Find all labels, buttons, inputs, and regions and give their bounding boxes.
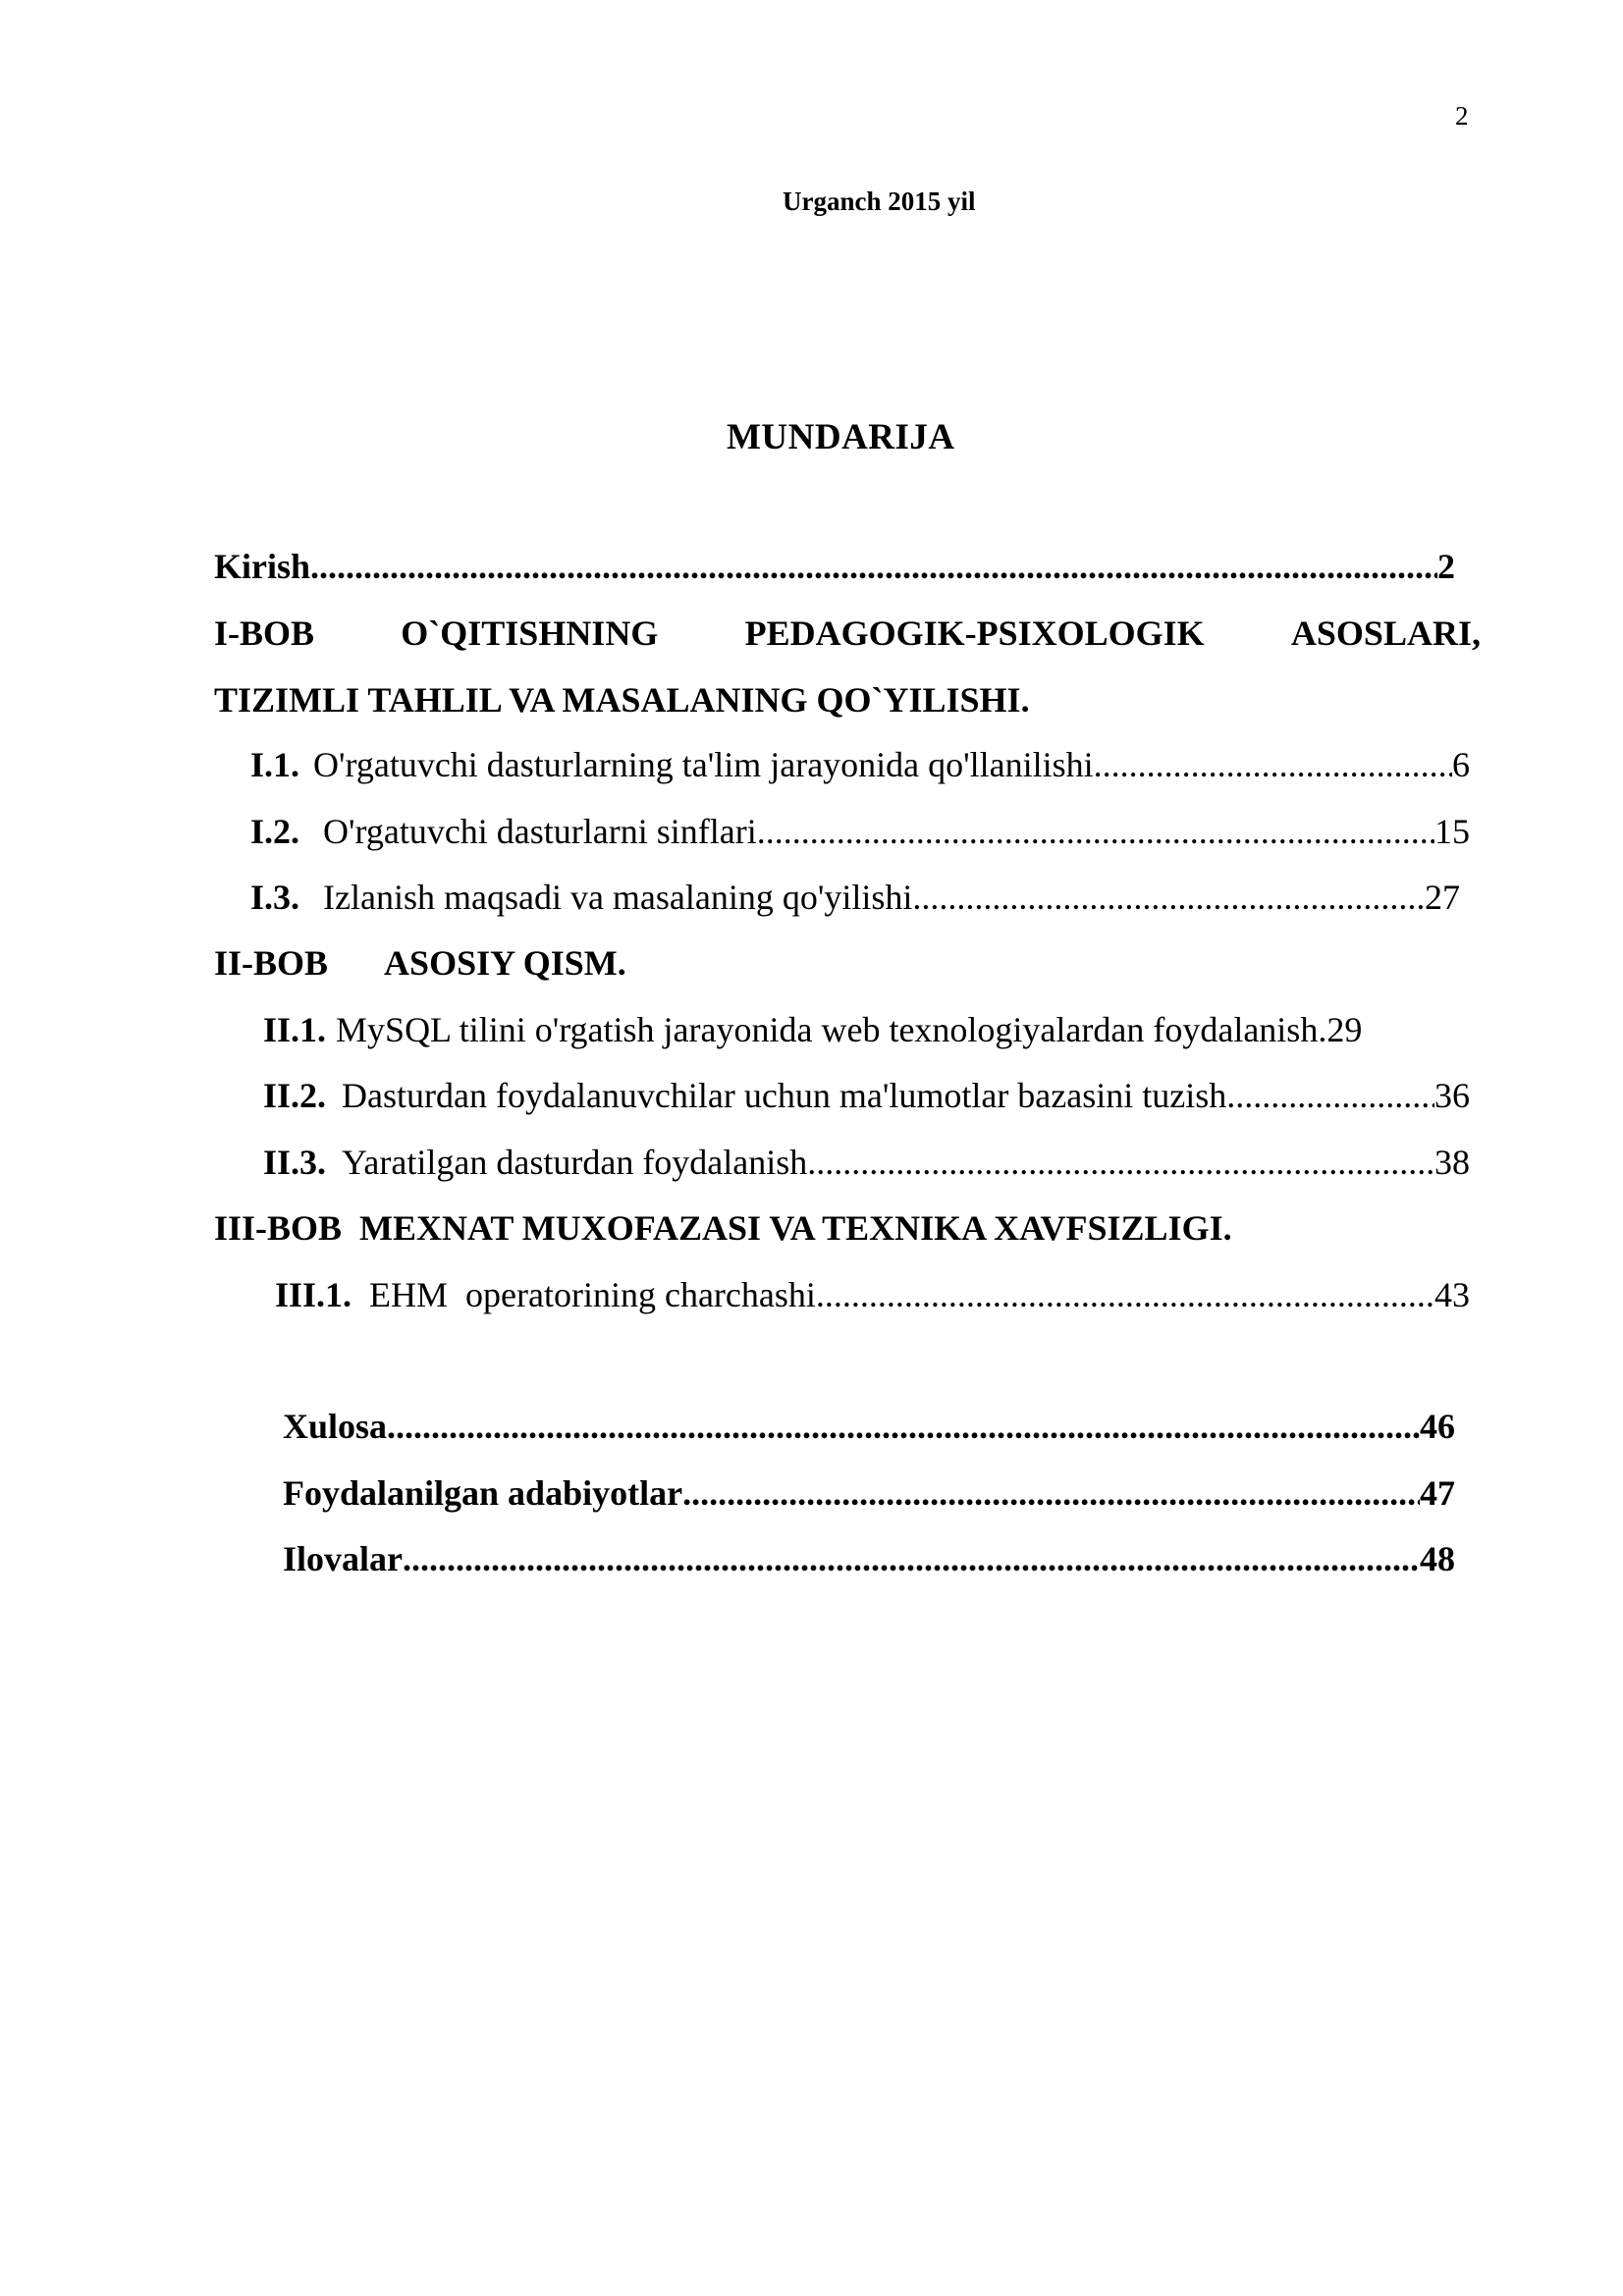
section-number: I.2.	[250, 812, 300, 851]
section-title: EHM operatorining charchashi	[369, 1275, 816, 1314]
chapter3-heading: III-BOB MEXNAT MUXOFAZASI VA TEXNIKA XAVFSIZLIGI.	[214, 1208, 1232, 1248]
toc-entry-page: 47	[1420, 1473, 1455, 1513]
page-number: 2	[1455, 101, 1469, 131]
toc-entry-intro	[214, 546, 1455, 587]
section-title: Dasturdan foydalanuvchilar uchun ma'lumotlar bazasini tuzish	[342, 1076, 1227, 1115]
section-title: Izlanish maqsadi va masalaning qo'yilishi	[323, 878, 913, 917]
chapter2-heading	[214, 942, 626, 984]
section-title: MySQL tilini o'rgatish jarayonida web texnologiyalardan foydalanish.	[336, 1010, 1327, 1049]
toc-entry-label: Foydalanilgan adabiyotlar	[283, 1473, 683, 1513]
section-title: O'rgatuvchi dasturlarning ta'lim jarayonida qo'llanilishi	[313, 745, 1094, 784]
toc-section-III-1	[275, 1274, 1470, 1315]
toc-entry-label: Ilovalar	[283, 1539, 403, 1578]
section-title: Yaratilgan dasturdan foydalanish	[342, 1143, 808, 1182]
leader-dots	[682, 1472, 1420, 1514]
section-number: II.3.	[263, 1143, 327, 1182]
toc-section-I-2	[250, 811, 1470, 852]
toc-section-I-1	[250, 744, 1470, 785]
chapter1-word: O`QITISHNING	[401, 614, 659, 653]
toc-entry-label: Kirish	[214, 547, 311, 586]
section-page: 36	[1434, 1076, 1470, 1115]
chapter1-word: I-BOB	[214, 614, 315, 653]
section-page: 6	[1452, 745, 1470, 784]
leader-dots	[757, 811, 1434, 852]
section-number: III.1.	[275, 1275, 352, 1314]
section-number: II.1.	[263, 1010, 327, 1049]
section-page: 27	[1425, 878, 1460, 917]
section-number: II.2.	[263, 1076, 327, 1115]
section-number: I.3.	[250, 878, 300, 917]
toc-section-II-3	[263, 1142, 1470, 1183]
section-page: 38	[1434, 1143, 1470, 1182]
leader-dots	[1094, 744, 1452, 785]
section-title: O'rgatuvchi dasturlarni sinflari	[323, 812, 757, 851]
toc-entry-page: 48	[1420, 1539, 1455, 1578]
section-page: 29	[1326, 1010, 1363, 1049]
toc-entry-label: Xulosa	[283, 1407, 388, 1446]
toc-entry-appendices	[283, 1538, 1455, 1579]
toc-title: MUNDARIJA	[727, 417, 955, 457]
leader-dots	[403, 1538, 1420, 1579]
toc-section-II-2	[263, 1075, 1470, 1116]
section-number: I.1.	[250, 745, 300, 784]
leader-dots	[816, 1274, 1434, 1315]
chapter2-title: ASOSIY QISM.	[384, 943, 626, 983]
section-page: 43	[1434, 1275, 1470, 1314]
leader-dots	[912, 877, 1425, 918]
leader-dots	[807, 1142, 1434, 1183]
chapter2-label: II-BOB	[214, 943, 329, 983]
toc-section-II-1	[263, 1009, 1470, 1050]
leader-dots	[1226, 1075, 1434, 1116]
toc-entry-page: 46	[1420, 1407, 1455, 1446]
leader-dots	[387, 1406, 1420, 1447]
city-year: Urganch 2015 yil	[783, 187, 976, 216]
toc-section-I-3	[250, 877, 1460, 918]
toc-entry-conclusion	[283, 1406, 1455, 1447]
chapter1-heading-line1	[214, 613, 1481, 654]
toc-entry-page: 2	[1437, 547, 1455, 586]
chapter1-word: PEDAGOGIK-PSIXOLOGIK	[744, 614, 1205, 653]
chapter1-word: ASOSLARI,	[1290, 614, 1481, 653]
section-page: 15	[1434, 812, 1470, 851]
toc-entry-references	[283, 1472, 1455, 1514]
leader-dots	[310, 546, 1437, 587]
chapter1-heading-line2: TIZIMLI TAHLIL VA MASALANING QO`YILISHI.	[214, 680, 1030, 720]
